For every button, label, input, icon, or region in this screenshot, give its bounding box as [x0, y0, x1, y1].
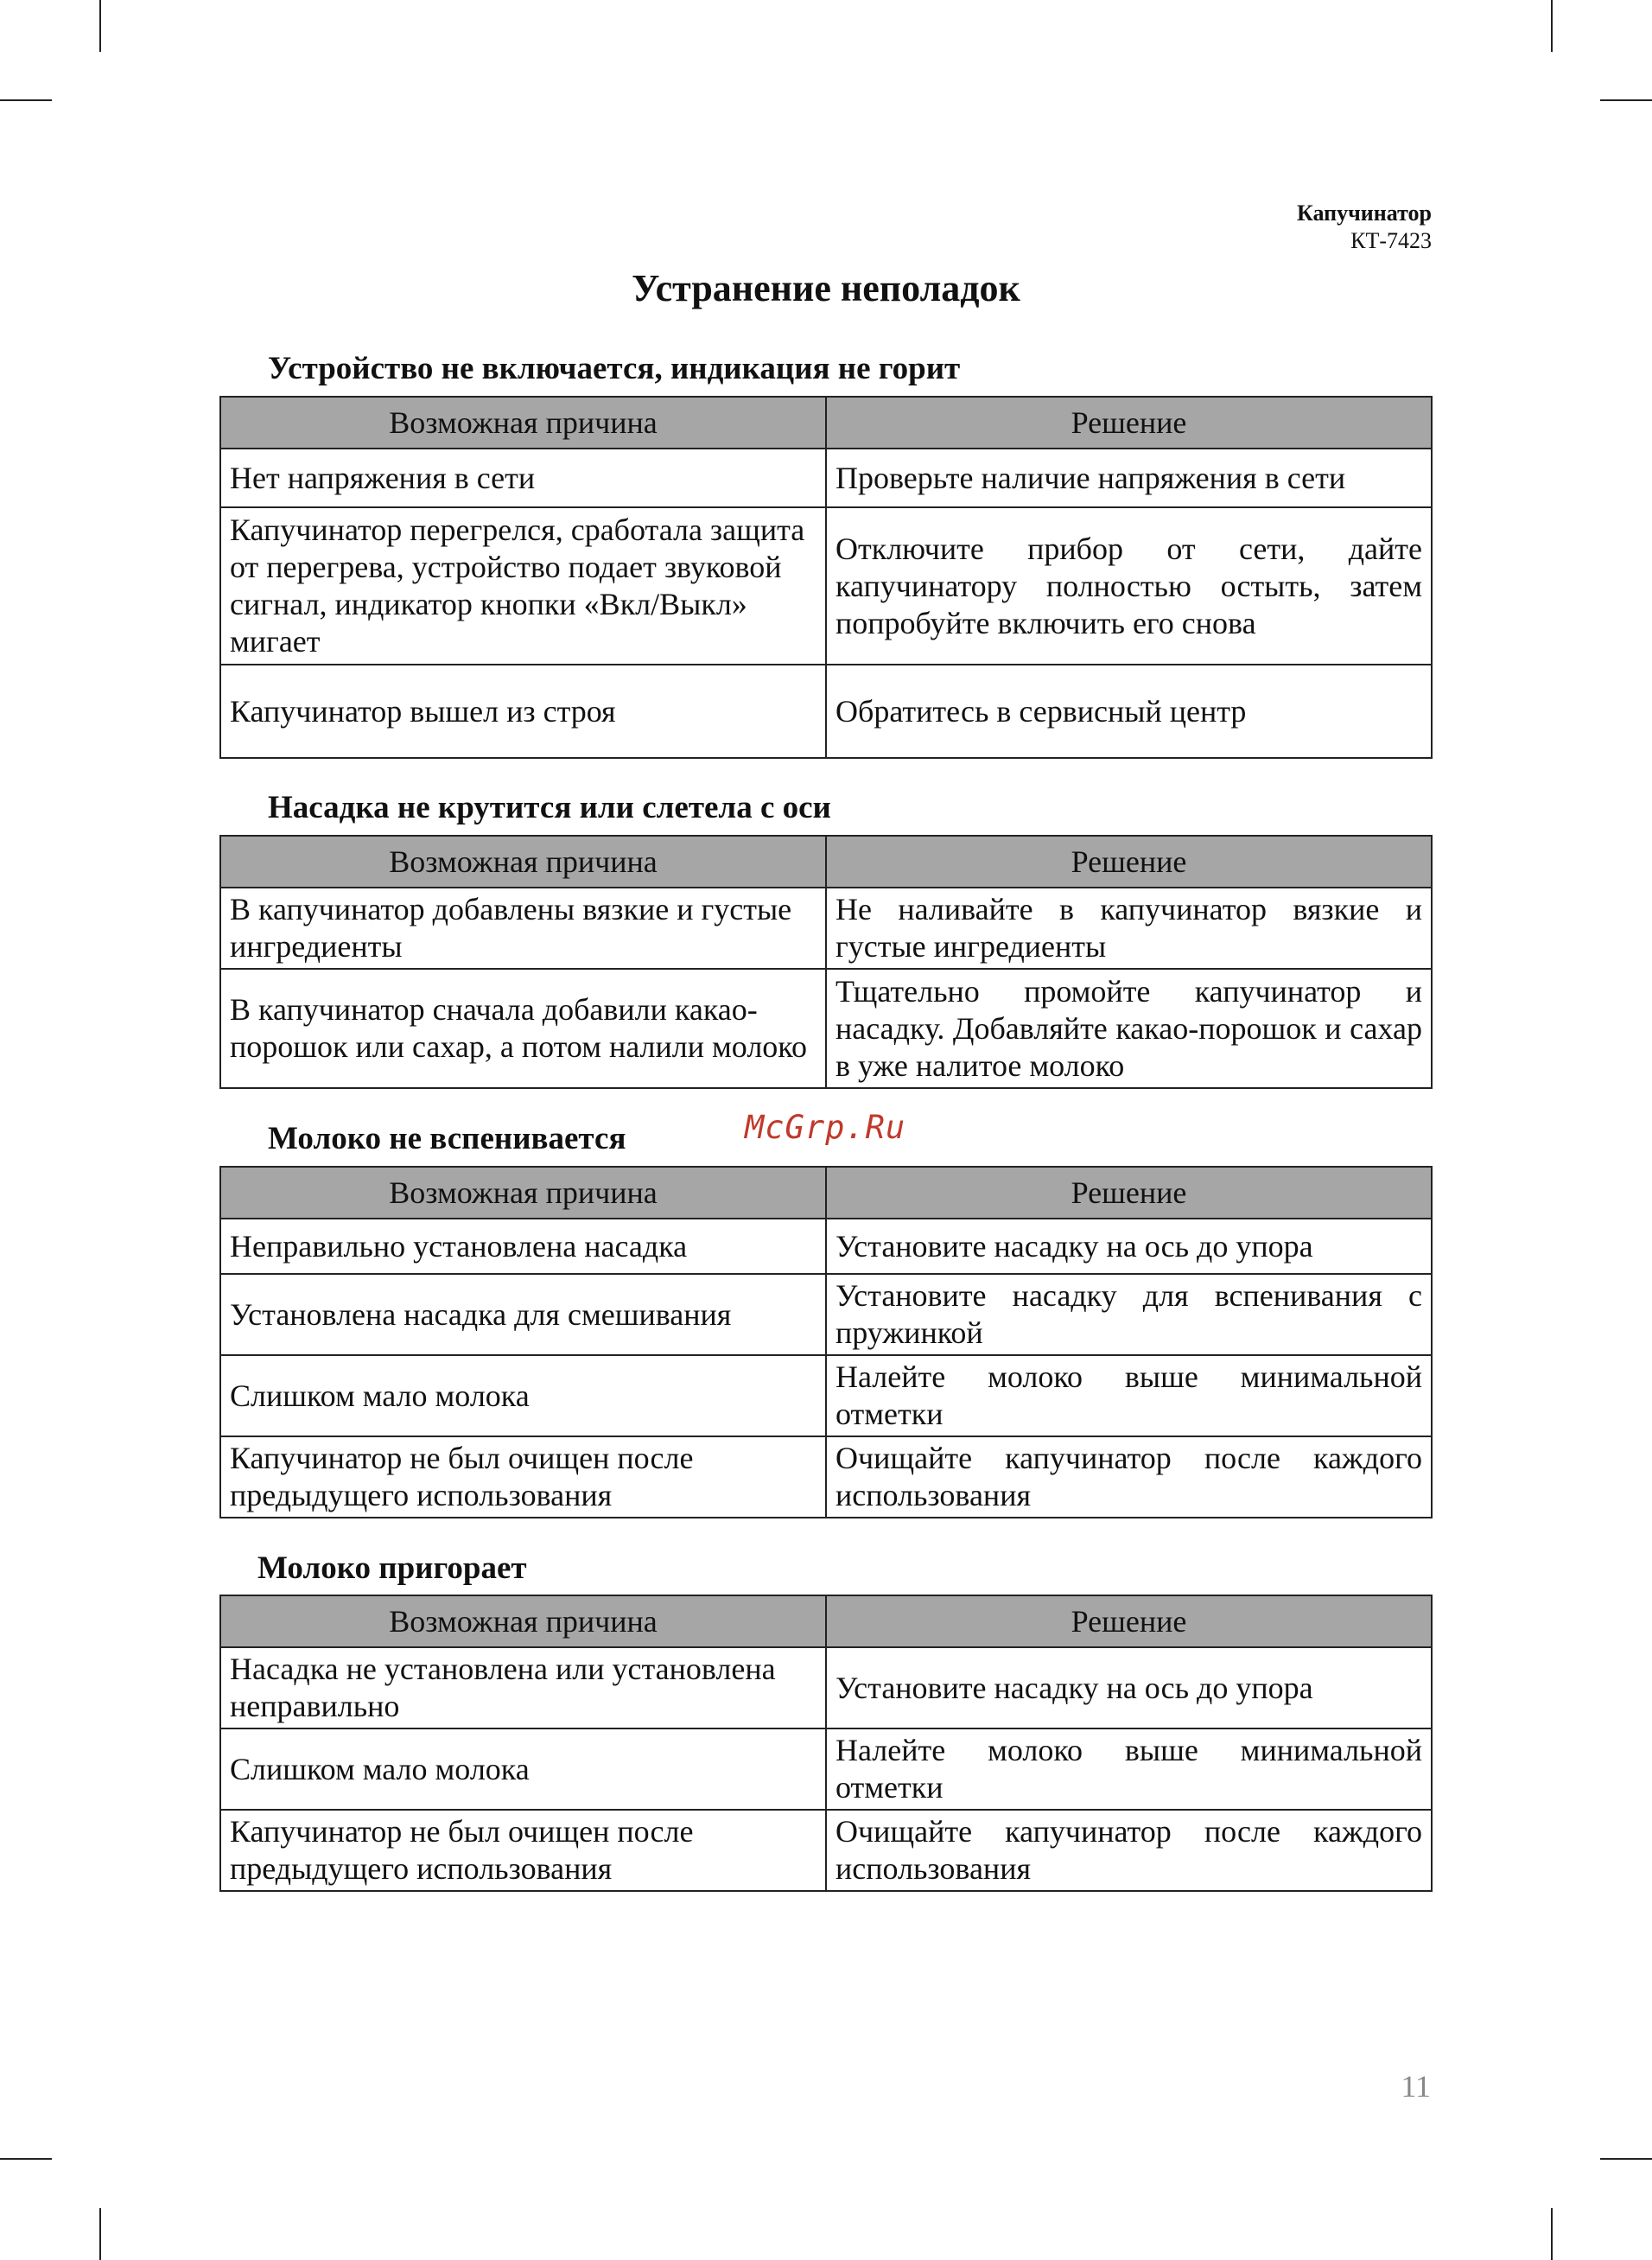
troubleshooting-table	[219, 835, 1433, 1089]
solution-cell: Тщательно промойте капучинатор и насадку. Добавляйте какао-порошок и сахар в уже налитое молоко	[826, 969, 1432, 1088]
section-heading: Молоко не вспенивается	[268, 1121, 626, 1156]
crop-mark	[0, 99, 52, 101]
cause-cell: Слишком мало молока	[220, 1728, 826, 1810]
section-heading: Устройство не включается, индикация не горит	[268, 351, 961, 386]
cause-cell: Капучинатор не был очищен после предыдущего использования	[220, 1436, 826, 1518]
troubleshooting-table	[219, 1166, 1433, 1518]
table-row	[220, 1219, 1432, 1274]
column-header-cause: Возможная причина	[220, 1167, 826, 1219]
table-header-row	[220, 397, 1432, 449]
cause-cell: Нет напряжения в сети	[220, 449, 826, 507]
crop-mark	[1600, 99, 1652, 101]
column-header-solution: Решение	[826, 1167, 1432, 1219]
section-heading: Насадка не крутится или слетела с оси	[268, 790, 831, 825]
cause-cell: В капучинатор сначала добавили какао-порошок или сахар, а потом налили молоко	[220, 969, 826, 1088]
troubleshooting-table	[219, 396, 1433, 759]
crop-mark	[99, 0, 101, 52]
cause-cell: Насадка не установлена или установлена неправильно	[220, 1647, 826, 1728]
crop-mark	[99, 2208, 101, 2260]
table-row	[220, 1728, 1432, 1810]
column-header-cause: Возможная причина	[220, 1595, 826, 1647]
solution-cell: Проверьте наличие напряжения в сети	[826, 449, 1432, 507]
watermark: McGrp.Ru	[745, 1109, 906, 1146]
page-number: 11	[1401, 2069, 1431, 2104]
cause-cell: Слишком мало молока	[220, 1355, 826, 1436]
crop-mark	[1551, 0, 1553, 52]
solution-cell: Установите насадку на ось до упора	[826, 1219, 1432, 1274]
cause-cell: Капучинатор вышел из строя	[220, 665, 826, 758]
column-header-solution: Решение	[826, 1595, 1432, 1647]
table-row	[220, 507, 1432, 665]
cause-cell: Капучинатор перегрелся, сработала защита от перегрева, устройство подает звуковой сигнал, индикатор кнопки «Вкл/Выкл» мигает	[220, 507, 826, 665]
table-header-row	[220, 836, 1432, 888]
section-heading: Молоко пригорает	[257, 1550, 527, 1586]
column-header-solution: Решение	[826, 397, 1432, 449]
solution-cell: Очищайте капучинатор после каждого использования	[826, 1436, 1432, 1518]
table-row	[220, 888, 1432, 969]
header-product: Капучинатор	[1297, 201, 1432, 226]
table-header-row	[220, 1167, 1432, 1219]
solution-cell: Отключите прибор от сети, дайте капучинатору полностью остыть, затем попробуйте включить его снова	[826, 507, 1432, 665]
solution-cell: Очищайте капучинатор после каждого использования	[826, 1810, 1432, 1891]
crop-mark	[1600, 2158, 1652, 2160]
table-row	[220, 1810, 1432, 1891]
solution-cell: Установите насадку на ось до упора	[826, 1647, 1432, 1728]
header-model: КТ-7423	[1350, 228, 1432, 253]
cause-cell: В капучинатор добавлены вязкие и густые ингредиенты	[220, 888, 826, 969]
cause-cell: Неправильно установлена насадка	[220, 1219, 826, 1274]
troubleshooting-table	[219, 1595, 1433, 1892]
crop-mark	[0, 2158, 52, 2160]
table-row	[220, 1647, 1432, 1728]
table-row	[220, 1274, 1432, 1355]
solution-cell: Установите насадку для вспенивания с пружинкой	[826, 1274, 1432, 1355]
cause-cell: Капучинатор не был очищен после предыдущего использования	[220, 1810, 826, 1891]
table-row	[220, 449, 1432, 507]
solution-cell: Налейте молоко выше минимальной отметки	[826, 1728, 1432, 1810]
column-header-cause: Возможная причина	[220, 836, 826, 888]
table-row	[220, 1355, 1432, 1436]
table-row	[220, 1436, 1432, 1518]
page-title: Устранение неполадок	[632, 267, 1020, 309]
table-header-row	[220, 1595, 1432, 1647]
solution-cell: Обратитесь в сервисный центр	[826, 665, 1432, 758]
column-header-cause: Возможная причина	[220, 397, 826, 449]
column-header-solution: Решение	[826, 836, 1432, 888]
cause-cell: Установлена насадка для смешивания	[220, 1274, 826, 1355]
solution-cell: Налейте молоко выше минимальной отметки	[826, 1355, 1432, 1436]
table-row	[220, 665, 1432, 758]
solution-cell: Не наливайте в капучинатор вязкие и густые ингредиенты	[826, 888, 1432, 969]
table-row	[220, 969, 1432, 1088]
crop-mark	[1551, 2208, 1553, 2260]
running-header	[1297, 199, 1432, 254]
